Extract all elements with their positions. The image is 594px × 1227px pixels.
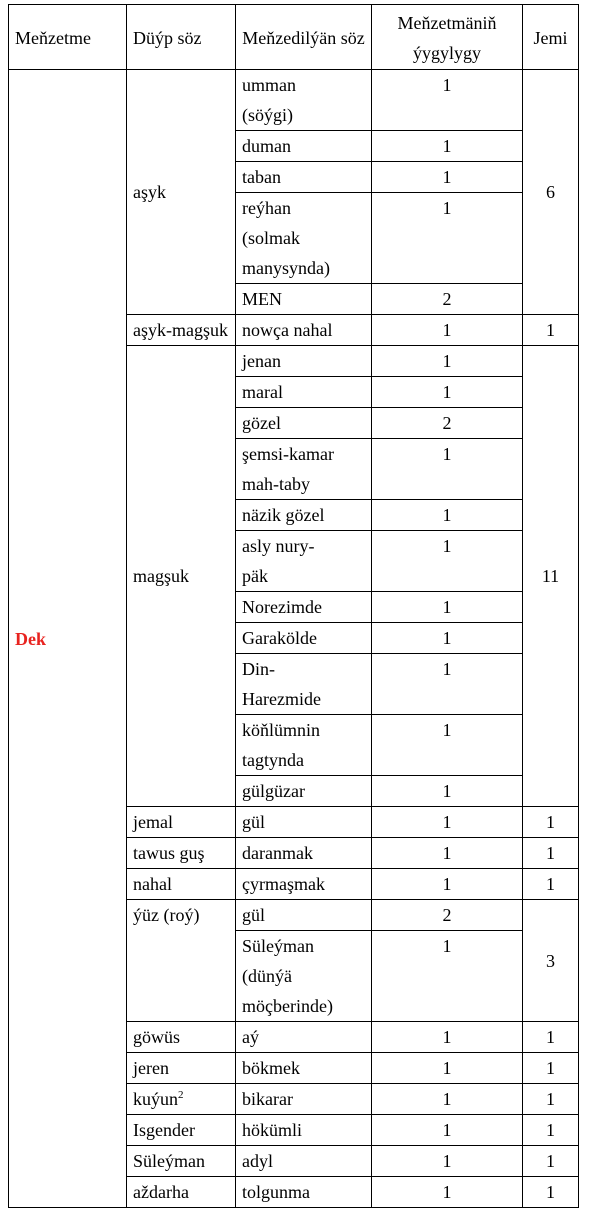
base-word-cell bbox=[127, 1053, 236, 1084]
frequency-cell: 1 bbox=[372, 807, 523, 838]
compared-word-cell: umman (söýgi) bbox=[236, 70, 372, 131]
total-cell: 1 bbox=[523, 1177, 579, 1208]
total-cell: 1 bbox=[523, 1084, 579, 1115]
compared-word-cell: Norezimde bbox=[236, 592, 372, 623]
total-cell: 1 bbox=[523, 869, 579, 900]
frequency-cell: 1 bbox=[372, 315, 523, 346]
base-word-text: Süleýman bbox=[133, 1151, 205, 1171]
base-word-cell bbox=[127, 70, 236, 315]
total-cell: 1 bbox=[523, 1115, 579, 1146]
table-row bbox=[9, 70, 579, 131]
compared-word-cell: adyl bbox=[236, 1146, 372, 1177]
frequency-cell: 1 bbox=[372, 377, 523, 408]
frequency-cell: 1 bbox=[372, 70, 523, 131]
frequency-cell: 1 bbox=[372, 623, 523, 654]
base-word-cell bbox=[127, 807, 236, 838]
frequency-cell: 1 bbox=[372, 500, 523, 531]
compared-word-cell: tolgunma bbox=[236, 1177, 372, 1208]
compared-word-cell: nowça nahal bbox=[236, 315, 372, 346]
header-menzedilyan-soz-text: Meňzedilýän söz bbox=[242, 28, 365, 48]
total-cell: 6 bbox=[523, 70, 579, 315]
compared-word-cell: MEN bbox=[236, 284, 372, 315]
base-word-text: nahal bbox=[133, 874, 172, 894]
frequency-cell: 1 bbox=[372, 1146, 523, 1177]
compared-word-cell: Din- Harezmide bbox=[236, 654, 372, 715]
frequency-cell: 1 bbox=[372, 193, 523, 284]
total-cell: 1 bbox=[523, 1022, 579, 1053]
category-cell: Dek bbox=[9, 70, 127, 1208]
frequency-cell: 1 bbox=[372, 838, 523, 869]
base-word-cell bbox=[127, 1177, 236, 1208]
total-cell: 1 bbox=[523, 1053, 579, 1084]
frequency-cell: 2 bbox=[372, 284, 523, 315]
base-word-cell bbox=[127, 346, 236, 807]
footnote-marker: 2 bbox=[178, 1089, 184, 1101]
header-row bbox=[9, 5, 579, 70]
frequency-cell: 1 bbox=[372, 1084, 523, 1115]
base-word-cell bbox=[127, 1115, 236, 1146]
base-word-text: Isgender bbox=[133, 1120, 195, 1140]
total-cell: 1 bbox=[523, 1146, 579, 1177]
compared-word-cell: aý bbox=[236, 1022, 372, 1053]
frequency-cell: 1 bbox=[372, 1177, 523, 1208]
compared-word-cell: Süleýman (dünýä möçberinde) bbox=[236, 931, 372, 1022]
compared-word-cell: näzik gözel bbox=[236, 500, 372, 531]
compared-word-cell: gül bbox=[236, 900, 372, 931]
frequency-cell: 1 bbox=[372, 654, 523, 715]
compared-word-cell: çyrmaşmak bbox=[236, 869, 372, 900]
base-word-text: göwüs bbox=[133, 1027, 181, 1047]
base-word-cell bbox=[127, 838, 236, 869]
frequency-cell: 1 bbox=[372, 346, 523, 377]
base-word-text: magşuk bbox=[133, 566, 189, 586]
base-word-text: aşyk-magşuk bbox=[133, 320, 228, 340]
header-duyp-soz: Düýp söz bbox=[127, 5, 236, 70]
compared-word-cell: duman bbox=[236, 131, 372, 162]
compared-word-cell: gülgüzar bbox=[236, 776, 372, 807]
base-word-text: aşyk bbox=[133, 182, 166, 202]
base-word-text: tawus guş bbox=[133, 843, 205, 863]
total-cell: 1 bbox=[523, 315, 579, 346]
base-word-cell bbox=[127, 1022, 236, 1053]
base-word-text: kuýun bbox=[133, 1089, 178, 1109]
base-word-cell bbox=[127, 315, 236, 346]
header-menzedilyan-soz bbox=[236, 5, 372, 70]
base-word-cell bbox=[127, 900, 236, 1022]
total-cell: 1 bbox=[523, 838, 579, 869]
frequency-cell: 1 bbox=[372, 869, 523, 900]
frequency-cell: 1 bbox=[372, 776, 523, 807]
compared-word-cell: jenan bbox=[236, 346, 372, 377]
total-cell: 11 bbox=[523, 346, 579, 807]
compared-word-cell: gül bbox=[236, 807, 372, 838]
frequency-cell: 2 bbox=[372, 900, 523, 931]
header-ygylyk-text: Meňzetmäniň ýygylygy bbox=[397, 13, 497, 63]
base-word-text: jemal bbox=[133, 812, 173, 832]
compared-word-cell: daranmak bbox=[236, 838, 372, 869]
compared-word-cell: taban bbox=[236, 162, 372, 193]
compared-word-cell: bikarar bbox=[236, 1084, 372, 1115]
base-word-cell bbox=[127, 869, 236, 900]
base-word-cell bbox=[127, 1084, 236, 1115]
base-word-text: jeren bbox=[133, 1058, 169, 1078]
total-cell: 3 bbox=[523, 900, 579, 1022]
frequency-cell: 1 bbox=[372, 131, 523, 162]
table-body bbox=[9, 70, 579, 1208]
header-jemi: Jemi bbox=[523, 5, 579, 70]
compared-word-cell: hökümli bbox=[236, 1115, 372, 1146]
base-word-text: aždarha bbox=[133, 1182, 189, 1202]
frequency-cell: 1 bbox=[372, 931, 523, 1022]
compared-word-cell: köňlümnin tagtynda bbox=[236, 715, 372, 776]
frequency-cell: 1 bbox=[372, 592, 523, 623]
frequency-cell: 1 bbox=[372, 715, 523, 776]
frequency-cell: 2 bbox=[372, 408, 523, 439]
total-cell: 1 bbox=[523, 807, 579, 838]
compared-word-cell: Garakölde bbox=[236, 623, 372, 654]
base-word-text: ýüz (roý) bbox=[133, 905, 200, 925]
compared-word-cell: maral bbox=[236, 377, 372, 408]
frequency-cell: 1 bbox=[372, 439, 523, 500]
compared-word-cell: şemsi-kamar mah-taby bbox=[236, 439, 372, 500]
header-ygylyk bbox=[372, 5, 523, 70]
frequency-cell: 1 bbox=[372, 531, 523, 592]
base-word-cell bbox=[127, 1146, 236, 1177]
compared-word-cell: reýhan (solmak manysynda) bbox=[236, 193, 372, 284]
compared-word-cell: bökmek bbox=[236, 1053, 372, 1084]
comparison-table bbox=[8, 4, 579, 1208]
frequency-cell: 1 bbox=[372, 1022, 523, 1053]
compared-word-cell: gözel bbox=[236, 408, 372, 439]
header-menzetme: Meňzetme bbox=[9, 5, 127, 70]
frequency-cell: 1 bbox=[372, 1115, 523, 1146]
compared-word-cell: asly nury- päk bbox=[236, 531, 372, 592]
frequency-cell: 1 bbox=[372, 1053, 523, 1084]
frequency-cell: 1 bbox=[372, 162, 523, 193]
